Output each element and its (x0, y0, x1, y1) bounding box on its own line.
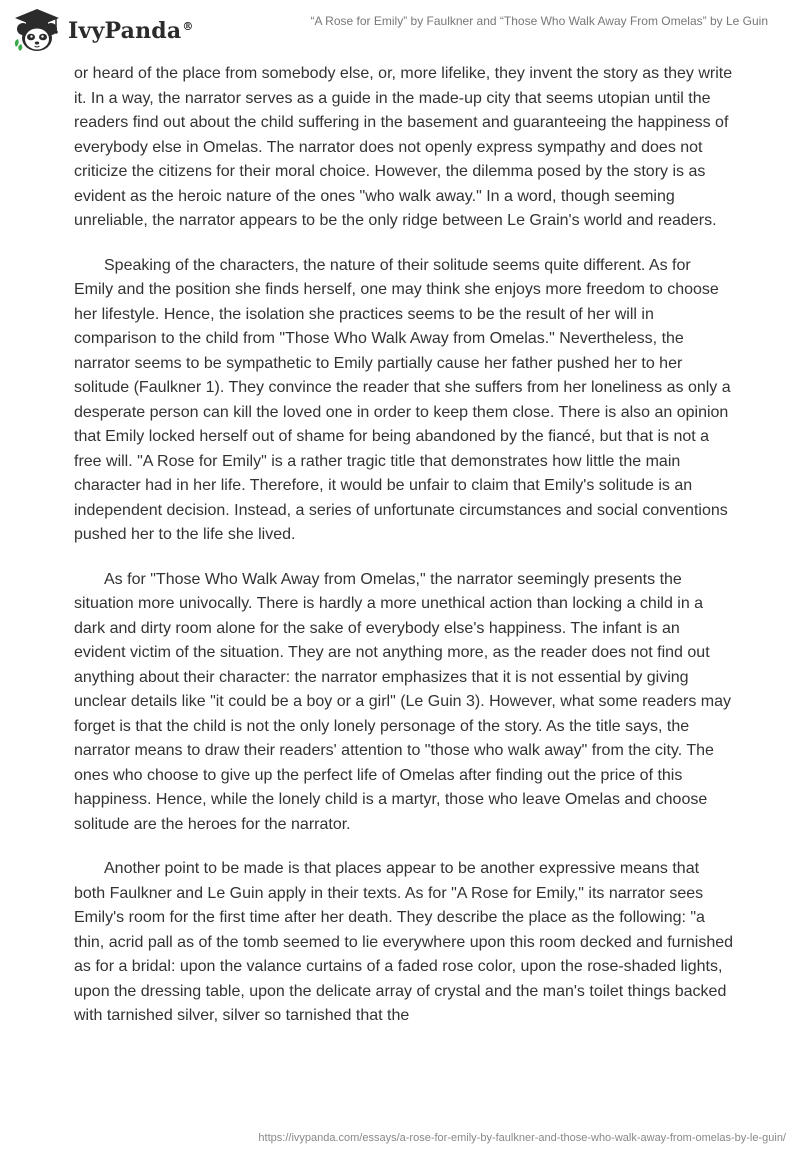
registered-mark: ® (182, 19, 194, 33)
document-title: “A Rose for Emily” by Faulkner and “Those Who Walk Away From Omelas” by Le Guin (310, 14, 768, 28)
paragraph-places: Another point to be made is that places appear to be another expressive means that both Faulkner and Le Guin apply in their texts. As for "A Rose for Emily," its narrator sees Emily's room for the first time after her death. They describe the place as the following: "a thin, acrid pall as of the tomb seemed to lie everywhere upon this room decked and furnished as for a bridal: upon the valance curtains of a faded rose color, upon the rose-shaded lights, upon the dressing table, upon the delicate array of crystal and the man's toilet things backed with tarnished silver, silver so tarnished that the (74, 860, 734, 1024)
paragraph-continuation: or heard of the place from somebody else, or, more lifelike, they invent the story as they write it. In a way, the narrator serves as a guide in the made-up city that seems utopian until the readers find out about the child suffering in the basement and guaranteeing the happiness of everybody else in Omelas. The narrator does not openly express sympathy and does not criticize the citizens for their moral choice. However, the dilemma posed by the story is as evident as the heroic nature of the ones "who walk away." In a word, though seeming unreliable, the narrator appears to be the only ridge between Le Grain's world and readers. (74, 65, 733, 229)
logo-text (68, 18, 194, 44)
ivypanda-logo[interactable] (12, 6, 194, 56)
source-url[interactable]: https://ivypanda.com/essays/a-rose-for-emily-by-faulkner-and-those-who-walk-away-from-omelas-by-le-guin/ (258, 1132, 786, 1144)
page-header (0, 0, 800, 60)
essay-body (74, 62, 734, 1049)
logo-name: IvyPanda (68, 18, 182, 44)
paragraph-characters: Speaking of the characters, the nature of their solitude seems quite different. As for Emily and the position she finds herself, one may think she enjoys more freedom to choose her lifestyle. Hence, the isolation she practices seems to be the result of her will in comparison to the child from "Those Who Walk Away from Omelas." Nevertheless, the narrator seems to be sympathetic to Emily partially cause her father pushed her to her solitude (Faulkner 1). They convince the reader that she suffers from her loneliness as only a desperate person can kill the loved one in order to keep them close. There is also an opinion that Emily locked herself out of shame for being abandoned by the fiancé, but that is not a free will. "A Rose for Emily" is a rather tragic title that demonstrates how little the main character had in her life. Therefore, it would be unfair to claim that Emily's solitude is an independent decision. Instead, a series of unfortunate circumstances and social conventions pushed her to the life she lived. (74, 256, 731, 543)
paragraph-omelas: As for "Those Who Walk Away from Omelas," the narrator seemingly presents the situation more univocally. There is hardly a more unethical action than locking a child in a dark and dirty room alone for the sake of everybody else's happiness. The infant is an evident victim of the situation. They are not anything more, as the reader does not find out anything about their character: the narrator emphasizes that it is not essential by giving unclear details like "it could be a boy or a girl" (Le Guin 3). However, what some readers may forget is that the child is not the only lonely personage of the story. As the title says, the narrator means to draw their readers' attention to "those who walk away" from the city. The ones who choose to give up the perfect life of Omelas after finding out the price of this happiness. Hence, while the lonely child is a martyr, those who leave Omelas and choose solitude are the heroes for the narrator. (74, 570, 731, 833)
panda-graduation-icon (12, 7, 62, 55)
